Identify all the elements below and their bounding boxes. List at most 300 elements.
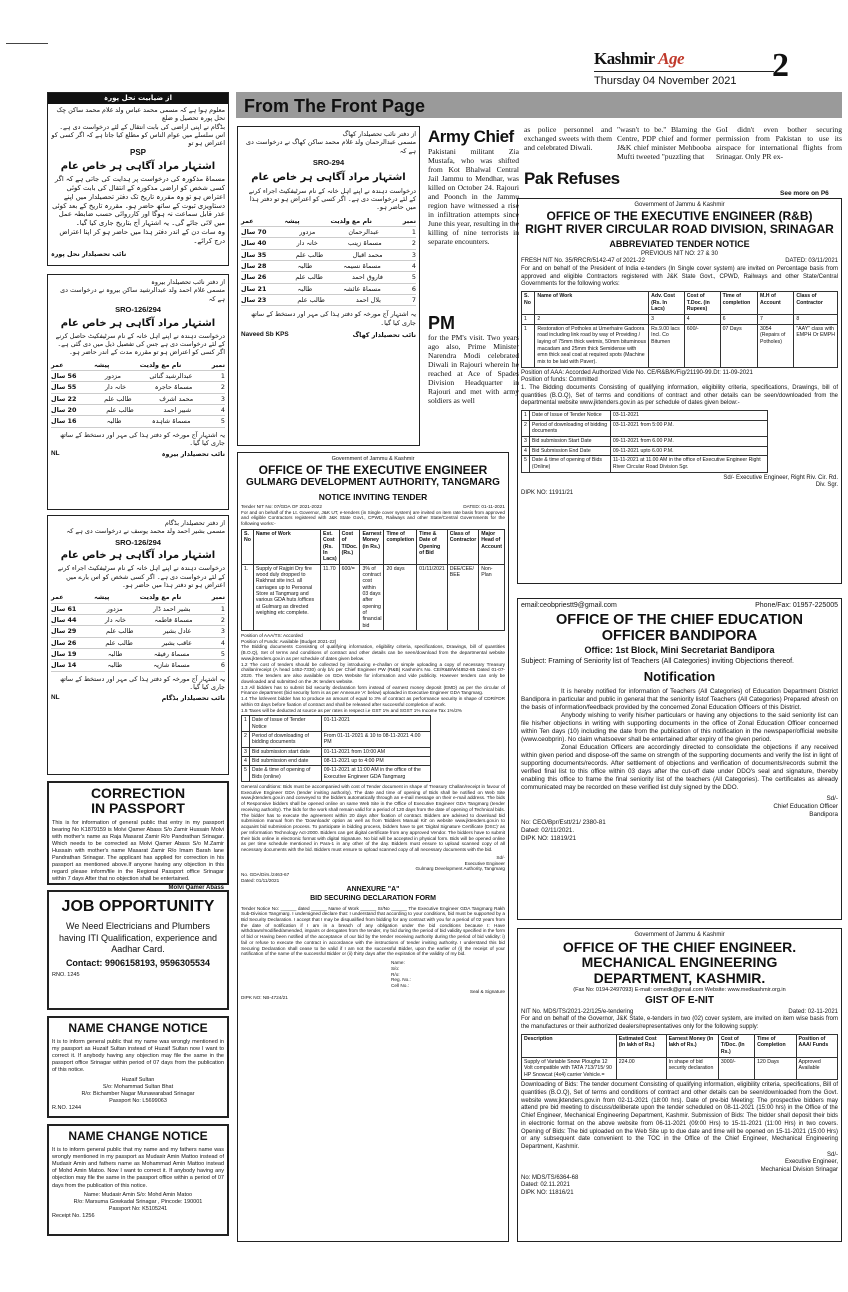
story-column-1b: for the PM's visit. Two years ago also, Prime Minister Narendra Modi celebrated Diwali in Rajouri wherein he reached at Ace of Spades Division Headquarter in Rajouri and met with army soldiers as well [428,333,519,405]
table-row [242,716,431,732]
brand-name: Kashmir [594,49,655,68]
gda-dated: Dated: 01/11/2021 [241,877,280,883]
table-row [522,437,768,447]
gda-sign: Executive Engineer [464,860,505,866]
table-cell: 09-11-2021 at 11:00 AM in the office of the Executive Engineer GDA Tangmarg [321,766,430,782]
urdu-notice-3-table [51,592,225,671]
table-cell: عبدالرشید گنائی [149,372,193,381]
table-cell: 2 [220,383,225,392]
urdu-notice-3-body: درخواست دہندہ نے اپنے اہل خانہ کے نام سرٹیفکیٹ اجراء کرنے کے لئے درخواست دی ہے۔ اگر کسی شخص کو اس بارے میں اعتراض ہو تو دفتر ہذا میں حاضر ہو۔ [57,564,225,590]
table-cell: مسماۃ عائشہ [343,284,381,293]
name-change-1-sign: Passport No: L5699063 [109,1097,167,1104]
rb-sign: Sd/- Executive Engineer, Right Riv. Cir. Rd. Div. Sgr. [723,474,838,489]
table-row [51,604,225,615]
section-title: From The Front Page [244,96,426,116]
table-cell: عبدالرحمان [348,228,379,237]
ceo-sign: Sd/- [826,794,838,802]
urdu-notice-1-body: وہ سات دن کے اندر دفتر ہذا میں حاضر ہو کر اپنا اعتراض درج کرائے۔ [59,228,225,245]
table-row [51,638,225,649]
table-cell: Bid submission Start Date [529,437,610,447]
rb-subtitle: ABBREVIATED TENDER NOTICE [609,239,750,250]
name-change-1-rno: R.NO. 1244 [52,1104,82,1111]
table-cell: 3 [522,437,530,447]
table-cell: فاروق احمد [351,273,383,282]
table-cell: طالب علم [105,638,133,647]
table-cell: 4 [220,638,225,647]
urdu-notice-1-sign: نائب تحصیلدار نحل پورہ [51,249,127,258]
table-cell: 1 [522,315,535,325]
table-cell: From 01-11-2021 & 10 to 08-11-2021 4.00 PM [321,731,430,747]
mech-supply-table [521,1034,838,1081]
rb-prev: PREVIOUS NIT NO: 27 & 30 [641,250,718,257]
urdu-notice-1-line: اس سلسلے میں عوام الناس کو مطلع کیا جاتا ہے کہ اگر کسی کو اعتراض ہو تو [51,131,225,148]
table-row [241,238,416,249]
urdu-notice-3-line: از دفتر تحصیلدار بڈگام [164,519,225,527]
gda-field: Name: [391,960,405,966]
urdu-notice-3-footer: یہ اشتہار آج مورخہ کو دفتر ہذا کی مہر اور دستخط کے ساتھ جاری کیا گیا۔ [60,674,225,692]
table-cell: خانہ دار [296,239,318,248]
table-header-row [242,529,505,564]
table-cell: 3 [220,627,225,636]
table-header: Name of Work [253,529,320,564]
table-cell: 23 سال [241,296,267,305]
table-cell: "AAY" class with EMPH Or EMPH [794,324,838,367]
table-cell: نمبر [402,216,416,225]
table-header: Name of Work [535,292,649,315]
table-cell: Supply of Variable Snow Ploughs 12 Volt compatible with TATA 713/715/ 90 HP Snowcat (4x4) carrier Vehicle.= [522,1057,617,1080]
table-row [51,394,225,405]
top-left-rule [6,43,48,44]
story-column-4: GoI didn't even bother securing permission from Pakistan to use its airspace for international flights from Srinagar. Only PR ex- [716,125,842,161]
table-row [242,747,431,756]
gda-dipk: DIPK NO: NB-4724/21 [241,994,288,1000]
table-header: Adv. Cost (Rs. In Lacs) [649,292,685,315]
table-header: Earnest Money (In lakh of Rs.) [666,1034,718,1057]
gda-seal: Seal & Signature [469,988,505,994]
table-cell: 22 سال [51,394,77,403]
mech-subtitle: GIST OF E-NIT [645,994,714,1006]
table-cell: 01-11-2021 [321,716,430,732]
table-cell: طالبہ [297,284,313,293]
name-change-2-sign: Name: Mudasir Amin S/o: Mohd Amin Matoo [83,1191,193,1198]
table-cell: نمبر [211,360,225,369]
urdu-notice-3-title: اشتہار مراد آگاہی ہر خاص عام [60,550,216,562]
table-row [522,315,838,325]
table-cell: پیشہ [94,360,110,369]
gda-ref: Tender NIT No: 07/GDA OF 2021-2022 [241,503,322,509]
table-cell: 4 [220,406,225,415]
correction-title: CORRECTION [90,785,186,801]
table-row [51,649,225,660]
rb-funds: Position of funds: Committed [521,377,598,384]
table-header: Earnest Money (in Rs.) [360,529,384,564]
table-cell: مسماۃ نسیمہ [343,262,381,271]
table-cell: 1 [522,324,535,367]
table-cell: عمر [51,593,64,602]
gda-no: No. GDA/Dirs./2463-67 [241,872,290,878]
gda-annex-body: Tender Notice No: ______ dated ______ Name of Work ______ Sr/No ______ The Executive Engineer GDA Tangmarg Rakh Sub-Division Tangmarg. I undersigned declare that: I understand that according to your conditions, bid must be supported by a Bid Security Declaration. I accept that I may be disqualified from bidding for any contract with you for a period of 02 years from the date of notification if I am in a breach of any obligation under the bid conditions because I: Have withdrawn/modified/amended, impairs or derogates from the tender, my bid during the period of bid validity specified in the form of bid or Having been notified of the acceptance of our bid by the tender receiving authority during the period of bid validity: i) fail or refuse to execute the contract in accordance with the instructions of tender inviting authority. I understand this bid Securing Declaration shall cease to be valid if I am not the successful Bidder, upon the earlier of (i) the receipt of your notification of the name of the successful Bidder or (ii) thirty days after the expiration of the validity of my bid. [241,905,505,957]
table-cell: مسماۃ حاجرہ [154,383,193,392]
issue-date: Thursday 04 November 2021 [594,74,737,87]
urdu-notice-2-line: از دفتر نائب تحصیلدار بیروہ [151,278,225,286]
name-change-1-sign: S/o: Mohammad Sultan Bhat [102,1083,174,1090]
table-cell: طالب علم [106,627,134,636]
name-change-2-sign: R/o: Marsuma Gowkadal Srinagar , Pincode: 190001 [73,1198,203,1205]
table-row [522,420,768,436]
job-title: JOB OPPORTUNITY [61,898,215,915]
ceo-subject: Subject: Framing of Seniority list of Teachers (All Categories) inviting Objections thereof. [521,658,794,666]
table-cell: 600/- [684,324,720,367]
table-cell: 3054 (Repairs of Potholes) [758,324,794,367]
table-cell: 29 سال [51,627,77,636]
table-header: Cost of T/Doc. (Rs.) [339,529,360,564]
table-header: Time of completion [384,529,417,564]
job-body: We Need Electricians and Plumbers having ITI Qualification, experience and Aadhar Card. [58,921,218,954]
table-cell: 6 [720,315,757,325]
table-header: Estimated Cost (In lakh of Rs.) [616,1034,666,1057]
table-cell: 5 [242,766,250,782]
table-cell: 6 [220,661,225,670]
table-cell: 4 [242,756,250,765]
table-cell: 07 Days [720,324,757,367]
table-row [51,626,225,637]
table-cell: 16 سال [51,417,77,426]
urdu-notice-3-sign: نائب تحصیلدار بڈگام [161,694,225,703]
table-cell: 01-11-2021 from 10:00 AM [321,747,430,756]
mech-sign: Executive Engineer, [784,1159,838,1166]
table-cell: Bid Submission End Date [529,446,610,456]
table-cell: مسماۃ شاہدہ [151,417,191,426]
table-cell: طالب علم [297,296,325,305]
table-cell: 4 [684,315,720,325]
urdu-notice-2-code2: NL [51,450,60,458]
table-row [51,382,225,393]
gda-govt: Government of Jammu & Kashmir [331,456,415,462]
rb-works-table [521,291,838,368]
urdu-notice-3-code2: NL [51,694,60,702]
gda-annex: ANNEXURE "A" [346,886,400,894]
ceo-phone: Phone/Fax: 01957-225005 [755,602,838,609]
table-cell: 21 سال [241,284,267,293]
urdu-notice-1-header: از ضیابیت نحل پورہ [48,93,228,104]
ceo-sign: Bandipora [809,810,838,818]
table-cell: مسماۃ زینب [348,239,382,248]
table-cell: Approved Available [796,1057,837,1080]
table-header: Cost of T/Doc. (In Rs.) [718,1034,754,1057]
table-header: Description [522,1034,617,1057]
table-header: Class of Contractor [794,292,838,315]
gda-body: The Bidding documents Consisting of qualifying information, eligibility criteria, specifications, Drawings, bill of quantities (B.O.Q), Set of terms and conditions of contract and other details can be seen/download from the departmental website www.jktenders.gov.in as per schedule of dates given below. [241,644,505,661]
urdu-notice-2-table [51,360,225,428]
table-cell: Date & time of opening of Bids (online) [249,766,321,782]
mech-eng-notice [517,928,842,1242]
name-change-2-sign: Passport No: K5105241 [108,1205,168,1212]
headline-army-chief: Army Chief [428,127,514,146]
table-cell: 14 سال [51,661,77,670]
name-change-2-title: NAME CHANGE NOTICE [68,1129,208,1143]
table-cell: Bid submission start date [249,747,321,756]
page-number: 2 [772,47,789,84]
table-cell: 03-11-2021 [610,411,767,421]
rb-aaa: Position of AAA: Accorded Authorized Vide No. CE/R&B/K/Fig/21190-99.Dt: 11-09-2021 [521,369,753,376]
table-cell: Bid submission end date [249,756,321,765]
urdu-notice-2-footer: یہ اشتہار آج مورخہ کو دفتر ہذا کی مہر اور دستخط کے ساتھ جاری کیا گیا۔ [60,430,225,448]
table-cell: 3% of contract cost within 03 days after opening of financial bid [360,564,384,630]
table-row [51,371,225,382]
table-header: Cost of T.Doc. (in Rupees) [684,292,720,315]
urdu-notice-1-body: مسماۃ مذکورہ کی درخواست پر ہدایت کی جاتی ہے کہ اگر کسی شخص کو اراضی مذکورہ کے انتقال کی بابت کوئی اعتراض ہو تو وہ مقررہ تاریخ تک دفتر تحصیلدار میں اپنے دستاویزی ثبوت کے ساتھ حاضر ہو۔ مقررہ تاریخ کے بعد کوئی عذر قابل سماعت نہ ہوگا اور کارروائی حسب ضابطہ عمل میں لائی جائے گی۔ یہ اشتہار آج بتاریخ جاری کیا گیا۔ [52,175,225,228]
table-row [241,261,416,272]
table-cell: 1 [242,716,250,732]
table-cell: محمد اشرف [159,394,194,403]
story-column-2: as police personnel and exchanged sweets with them and celebrated Diwali. [524,125,612,152]
urdu-notice-4-body: درخواست دہندہ نے اپنے اہل خانہ کے نام سرٹیفکیٹ اجراء کرنے کے لئے درخواست دی ہے۔ اگر کسی کو اعتراض ہو تو دفتر ہذا میں حاضر ہو۔ [248,186,416,212]
urdu-notice-2 [47,274,229,510]
gda-body: 1.5 Taxes will be deducted at source as per rates in respect i.e GST 1% and SGST 1% Income Tax 1%/2% [241,707,462,713]
urdu-notice-4-code: SRO-294 [312,157,345,167]
rb-ref: FRESH NIT No. 35/RRCR/5142-47 of 2021-22 [521,258,645,265]
table-cell: Non-Plan [479,564,505,630]
table-cell: 3 [242,747,250,756]
gda-annex-title: BID SECURING DECLARATION FORM [310,895,436,903]
gda-body: 1.4 The lot/event bidder has to produce an amount of equal to 3% of contract as performance security in shape of CDR/FDR within 03 days before fixation of contract and shall be released after successful completion of work. [241,696,505,707]
table-cell: طالبہ [297,262,313,271]
name-change-2-body: It is to inform general public that my name and my fathers name was wrongly mentioned in my passport as Mudasir Amin Mattoo instead of Mudasir Amin and fathers name as Mohammad Amin Mattoo instead of Mohd Amin Matoo. Now I want to correct it. If anybody having any objection may file the same in the passport office within a period of 07 days from the publication of this notice. [52,1147,224,1189]
table-cell: طالب علم [295,273,323,282]
table-cell: عادل بشیر [163,627,192,636]
gda-title-2: GULMARG DEVELOPMENT AUTHORITY, TANGMARG [246,477,500,489]
ceo-email: email:ceobpriestt9@gmail.com [521,602,617,609]
ceo-para-1: It is hereby notified for information of Teachers (All Categories) of Education Department District Bandipora in particular and public in general that the seniority listof Teachers (All Categories) Prepared afresh on the basis of information/feedback provided by the concerned Zonal Education Officers of this District. [521,687,838,712]
table-cell: عاقب بشیر [161,638,192,647]
table-cell: 7 [411,296,416,305]
table-cell: 26 سال [51,638,77,647]
table-cell: 35 سال [241,250,267,259]
table-cell: 40 سال [241,239,267,248]
table-row [241,295,416,306]
table-header-row [522,1034,838,1057]
mech-sign: Sd/- [826,1151,838,1158]
table-cell: Date of Issue of Tender Notice [249,716,321,732]
mech-sign: Mechanical Division Srinagar [760,1166,838,1173]
table-cell: 2 [522,420,530,436]
urdu-notice-3-code: SRO-126/294 [115,537,161,547]
table-cell: 2 [411,239,416,248]
table-cell: Period of downloading of bidding documents [529,420,610,436]
rb-title: OFFICE OF THE EXECUTIVE ENGINEER (R&B) [546,208,813,223]
headline-pm: PM [428,313,455,333]
table-cell: 11-11-2021 at 11.00 AM in the office of Executive Engineer Right River Circular Road Division Sgr. [610,456,767,472]
table-header: S. No [242,529,254,564]
table-cell: 5 [220,650,225,659]
table-cell: 4 [411,262,416,271]
table-cell: مزدور [106,604,123,613]
table-cell: 03-11-2021 from 5:00 P.M. [610,420,767,436]
table-cell: طالبہ [107,661,123,670]
ceo-dipk: DIPK NO: 11819/21 [521,834,577,842]
table-row [242,731,431,747]
table-row [242,766,431,782]
table-cell: عمر [51,360,64,369]
urdu-notice-2-line: مسمی غلام احمد ولد عبدالرشید ساکن بیروہ نے درخواست دی ہے کہ [60,286,225,303]
table-header: Time of Completion [755,1034,796,1057]
table-cell: طالبہ [107,650,123,659]
mech-body: Downloading of Bids: The tender document Consisting of qualifying information, eligibility criteria, specifications, Bill of quantities (B.O.Q), Set of terms and conditions of contract and other details can be seen/downloaded from the Govt. website www.jktenders.gov.in from 02-11-2021 (18:00 hrs). Date of pre-bid Meeting: The prospective bidders may attend pre bid meeting to discuss/deliberate upon the tender scheduled on 08-11-2021 (15:00 hrs) in the Office of the Chief Engineer, Mechanical Engineering Department, Kashmir. Submission of Bids: The bidder shall deposit their bids in electronic format on the above website from 06-11-2021 (09:00 Hrs) to 15-11-2021 (11:00 Hrs) in two covers. Opening of Bids: The bid uploaded on the Web Site up to due date and time will be opened on 15-11-2021 (15:00 Hrs) or any subsequent date convenient to the TOC in the Office of the Chief Engineer, Mechanical Engineering Department, Kashmir. [521,1082,838,1150]
table-cell: طالب علم [104,394,132,403]
table-row [51,360,225,371]
table-cell: 08-11-2021 up to 4:00 PM [321,756,430,765]
table-row [241,227,416,238]
table-row [241,272,416,283]
mech-contact: (Fax No: 0194-2497093) E-mail: cemedk@gmail.com Website: www.medkashmir.org.in [573,986,786,993]
table-row [241,284,416,295]
table-header: Time & Date of Opening of Bid [417,529,448,564]
table-cell: 2 [220,616,225,625]
table-cell: 19 سال [51,650,77,659]
table-header: Est. Cost (Rs. In Lacs) [321,529,340,564]
name-change-ad-2 [47,1124,229,1236]
table-cell: 61 سال [51,604,77,613]
table-cell: 01/11/2021 [417,564,448,630]
table-row [522,456,768,472]
table-cell: بلال احمد [355,296,381,305]
name-change-1-body: It is to inform general public that my name was wrongly mentioned in my passport as Huzaif Sultan instead of Huzaif Sultan now I want to correct it. If anybody having any objection may file the same in the passport office Srinagar within period of 07 days from the publication of this notice. [52,1039,224,1074]
table-row [51,416,225,427]
gda-funds: Position of Funds: Available (Budget 2021-22) [241,638,337,644]
urdu-notice-1-code: PSP [129,147,146,157]
table-cell: 1 [220,372,225,381]
brand-suffix: Age [658,49,685,68]
table-cell: خانہ دار [104,383,127,392]
table-cell: 1. [242,564,254,630]
mech-intro: For and on behalf of the Governor, J&K State, e-tenders in two (02) cover system, are invited on item wise basis from the manufactures or their authorized dealers/representatives only for the following supply: [521,1016,838,1030]
table-cell: 120 Days [755,1057,796,1080]
table-cell: 5 [522,456,530,472]
table-row [51,405,225,416]
name-change-1-sign: Huzaif Sultan [121,1076,155,1083]
urdu-notice-2-sign: نائب تحصیلدار بیروہ [161,450,225,459]
rb-dipk: DIPK NO: 11911/21 [521,490,574,496]
table-header: Time of completion [720,292,757,315]
job-ad [47,890,229,1010]
masthead [594,48,794,88]
ceo-para-3: Zonal Education Officers are accordingly directed to consolidate the objections if any received within given period and dispose-off the same on strength of the supporting documents and verify the list in light of supporting documents/records. After settlement of objections and verification of documents/records submit the verified final list to this office within 03 days after the cut-off date under DDO's seal and signature, thereby enabling this office to frame the final seniority list of the teachers (All Categories). The certificates as already communicated may be recorded on these verified list duly signed by the DDO. [521,744,838,792]
table-cell: In shape of bid security declaration [666,1057,718,1080]
table-header: S. No [522,292,535,315]
rb-date: DATED: 03/11/2021 [785,258,838,265]
story-column-3: "wasn't to be." Blaming the Centre, PDP chief and former J&K chief minister Mehbooba Mufti tweeted "puzzling that [617,125,711,161]
table-cell: مزدور [104,372,121,381]
table-cell: 7 [758,315,794,325]
table-cell: 55 سال [51,383,77,392]
mech-no: No: MDS/TS/6364-68 [521,1174,579,1181]
table-header: Position of AAA/ Funds [796,1034,837,1057]
table-cell: 2 [535,315,649,325]
table-cell: 56 سال [51,372,77,381]
urdu-notice-1-line: بڈگام نے اپنی اراضی کی بابت انتقال کے لئے درخواست دی ہے۔ [59,122,225,131]
table-cell: مسماۃ فاطمہ [154,616,193,625]
table-header: Major Head of Account [479,529,505,564]
table-row [522,1057,838,1080]
urdu-notice-2-title: اشتہار مراد آگاہی ہر خاص عام [60,317,216,329]
job-rno: RNO. 1245 [52,971,80,978]
gda-field: R/o: [391,971,400,977]
section-title-bar [236,92,842,118]
table-row [522,324,838,367]
ceo-office: Office: 1st Block, Mini Secretariat Bandipora [584,644,775,655]
table-cell: 20 days [384,564,417,630]
gda-general-conditions: General conditions: Bids must be accompanied with cost of Tender document in shape of Treasury Challan/receipt in favour of Executive Engineer GDA (tender inviting authority). The date and time of opening of Bids shall be notified on Web Site www.jktenders.gov.in and conveyed to the bidders automatically through an e-mail message on their e-mail address. The bids of Responsive bidders shall be opened online on same Web Site in the Office of Executive Engineer GDA Tangmarg (tender receiving authority). The bids for the work shall remain valid for a period of 120 days from the date of opening of Technical bids. The bidder has to execute the agreement within 20 days after fixation of contract. Bidders are advised to download bid submission manual from the 'Downloads' option as well as from 'Bidders Manual Kit' on website www.jktenders.gov.in to acquaint bid submission process. To participate in bidding process, bidders have to get 'Digital Signature Certificate (DSC)' as per Information Technology Act-2000. Bidders can get digital certificate from any approved Vendor. The bidders have to submit their bids online in electronic format with digital Signature. No bid will be accepted in physical form. Bids will be opened online as per time schedule mentioned in Para-1 in any other of the day. Bidders must ensure to upload scanned copy of all necessary documents with the bid. Bidders must ensure to upload scanned copy of all necessary documents with the bid. [241,784,505,853]
table-cell: نمبر [211,593,225,602]
table-cell: 3 [411,250,416,259]
mech-title: OFFICE OF THE CHIEF ENGINEER. [562,938,797,955]
gda-field: S/o: [391,965,400,971]
rb-body: 1. The Bidding documents Consisting of qualifying information, eligibility criteria, specifications, Drawings, bill of quantities (B.O.Q), Set of terms and conditions of contract and other details can be seen/downloaded from the departmental website www.jktenders.gov.in as per schedule of dates given below:- [521,385,838,407]
table-header: Class of Contractor [447,529,479,564]
gda-intro: For and on behalf of the Lt. Governor, J&K UT, e-tenders (in Single cover system) are invited on item rate basis from approved and eligible Contractors registered with J&K State Govt., CPWD, Railways and other State/Central Governments for the following works:- [241,509,505,527]
correction-sign: Molvi Qamer Abass [168,885,224,892]
table-cell: 3 [649,315,685,325]
table-cell: طالبہ [106,417,122,426]
table-cell: شبیر احمد [163,406,192,415]
urdu-notice-3 [47,515,229,775]
table-cell: 5 [411,273,416,282]
table-cell: 600/= [339,564,360,630]
see-more-link[interactable]: See more on P6 [780,190,829,197]
mech-date: Dated: 02-11-2021 [788,1008,838,1015]
table-cell: 1 [220,604,225,613]
table-cell: 3 [220,394,225,403]
gda-field: Cell No.: [391,983,409,989]
table-cell: 28 سال [241,262,267,271]
gda-date: DATED: 01-11-2021 [463,503,505,509]
gda-sign: Gulmarg Development Authority, Tangmarg [415,866,505,872]
correction-ad [47,781,229,892]
table-cell: 09-11-2021 from 6.00 P.M. [610,437,767,447]
urdu-notice-1 [47,92,229,266]
table-row [522,446,768,456]
gda-tender-notice [237,452,509,1242]
table-row [241,250,416,261]
table-cell: 1 [522,411,530,421]
table-row [241,216,416,227]
urdu-notice-4-footer: یہ اشتہار آج مورخہ کو دفتر ہذا کی مہر اور دستخط کے ساتھ جاری کیا گیا۔ [251,310,416,327]
table-cell: 4 [522,446,530,456]
table-row [242,564,505,630]
name-change-2-rno: Receipt No. 1256 [52,1212,95,1219]
name-change-ad-1 [47,1016,229,1118]
table-cell: Date of Issue of Tender Notice [529,411,610,421]
table-cell: خانہ دار [104,616,126,625]
table-cell: نام مع ولدیت [139,593,182,602]
name-change-1-sign: R/o: Bichamber Nagar Munawarabad Srinagar [81,1090,195,1097]
urdu-notice-4-code2: Naveed Sb KPS [241,331,289,338]
urdu-notice-4-line: از دفتر نائب تحصیلدار کھاگ [342,130,416,138]
correction-title-2: IN PASSPORT [91,800,185,817]
table-cell: 20 سال [51,406,77,415]
table-cell: عمر [241,216,254,225]
mech-title-2: MECHANICAL ENGINEERING [581,954,778,971]
gda-works-table [241,529,505,631]
mech-ref: NIT No. MDS/TS/2021-22/125/e-tendering [521,1008,634,1015]
table-cell: 11.70 [321,564,340,630]
story-column-1: Pakistani militant Zia Mustafa, who was shifted from Kot Bhalwal Central Jail Jammu to Mendhar, was killed on October 24. Rajouri and Poonch in the Jammu region have witnessed a rise in infiltration attempts since June this year, resulting in the killing of nine terrorists in separate encounters. [428,147,519,246]
table-row [51,615,225,626]
rb-schedule-table [521,410,768,473]
urdu-notice-4-title: اشتہار مراد آگاہی ہر خاص عام [251,171,406,183]
name-change-1-title: NAME CHANGE NOTICE [68,1021,208,1035]
table-cell: Date & time of opening of Bids (Online) [529,456,610,472]
